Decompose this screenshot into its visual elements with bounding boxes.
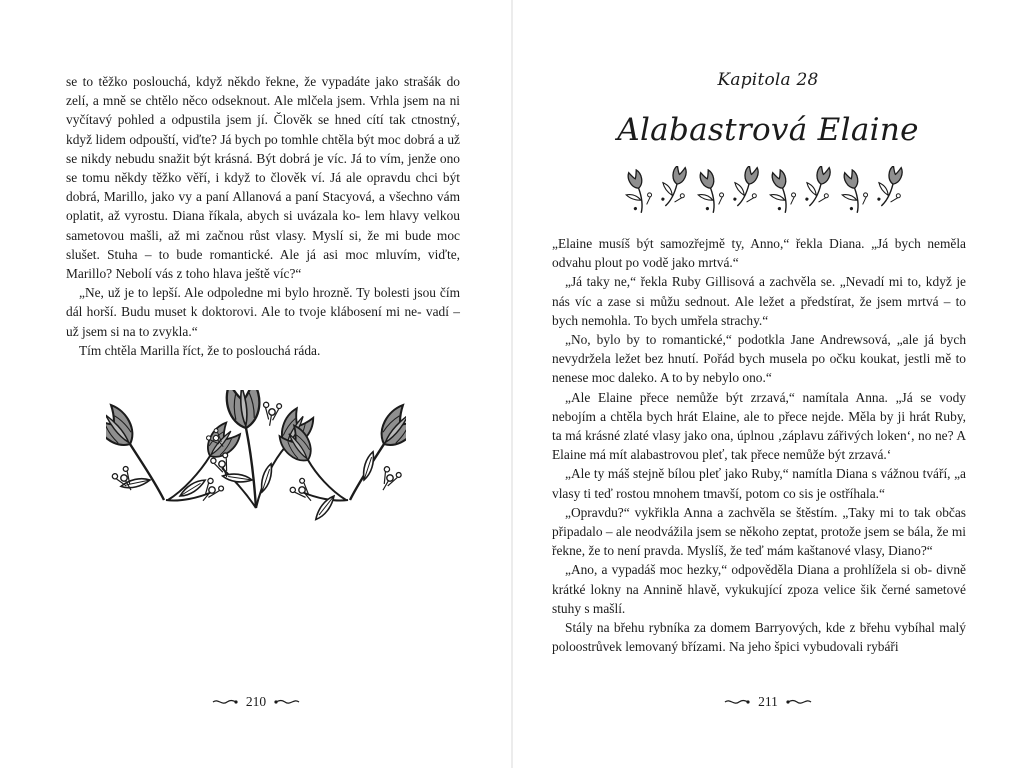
paragraph bbox=[552, 464, 966, 502]
text-line: čím dál horší. Budu muset k doktorovi. Ale to tvoje klábosení mi ne- bbox=[66, 285, 460, 320]
text-line: jestli mě to nenese moc daleko. A to by nebylo ono.“ bbox=[552, 351, 966, 386]
text-line: lem hlavy velkou sametovou mašli, až mi začnou růst vlasy. Myslí si, bbox=[66, 208, 460, 243]
text-line: „Ale Elaine přece nemůže být zrzavá,“ namítala Anna. „Já se vody bbox=[565, 389, 966, 405]
paragraph bbox=[552, 272, 966, 330]
paragraph bbox=[552, 503, 966, 561]
paragraph bbox=[66, 283, 460, 341]
text-line: chci být dobrá, Marillo, jako vy a paní Allanová a paní Stacyová, bbox=[66, 170, 460, 205]
paragraph bbox=[66, 72, 460, 283]
text-line: se bála, že mi řekne, že to není pravda. Myslíš, že teď mám kaštanové bbox=[552, 524, 966, 559]
tulip-bouquet-illustration bbox=[106, 390, 406, 530]
text-line: „Ano, a vypadáš moc hezky,“ odpověděla Diana a prohlížela si ob- bbox=[565, 562, 933, 578]
text-line: „Ne, už je to lepší. Ale odpoledne mi bylo hrozně. Ty bolesti jsou bbox=[79, 285, 436, 301]
text-line: ni vyčítavý pohled a odpustila jsem jí. Člověk se hned cítí tak ctnostný, bbox=[66, 93, 460, 128]
text-line: když je nás víc a zase si můžu sednout. Ale ležet a předstírat, že jsem bbox=[552, 274, 966, 309]
text-line: bych nevydržela ležet bez hnutí. Pořád bych musela po očku koukat, bbox=[552, 332, 967, 367]
text-line: vlasy, Diano?“ bbox=[854, 543, 933, 559]
text-line: mrtvá – to bych nemohla. To bych umřela strachy.“ bbox=[552, 293, 967, 328]
text-line: Stály na břehu rybníka za domem Barryových, kde z břehu vybíhal bbox=[565, 620, 935, 636]
chapter-title: Alabastrová Elaine bbox=[617, 112, 919, 148]
flourish-icon bbox=[724, 697, 750, 707]
text-line: občas připadalo – ale neodvážila jsem se někoho zeptat, protože jsem bbox=[552, 504, 966, 540]
text-line: nebojím a chtěla bych hrát Elaine, ale to přece nejde. Měla by ji hrát bbox=[552, 408, 931, 424]
text-line: „Elaine musíš být samozřejmě ty, Anno,“ řekla Diana. „Já bych neměla bbox=[552, 236, 966, 251]
text-line: „No, bylo by to romantické,“ podotkla Jane Andrewsová, „ale já bbox=[565, 332, 934, 348]
right-page-text bbox=[552, 234, 966, 656]
text-line: Ruby, ta má krásné zlaté vlasy jako ona, úplnou ‚záplavu zářivých bbox=[552, 408, 966, 444]
text-line: a všechno vám oplatit, až vyrostu. Diana říkala, abych si uvázala ko- bbox=[66, 189, 460, 224]
paragraph bbox=[552, 330, 966, 388]
chapter-label: Kapitola 28 bbox=[717, 70, 819, 90]
paragraph bbox=[552, 234, 966, 272]
text-line: když lidem odpouští, viďte? Já bych po tomhle chtěla být moc dobrá bbox=[66, 131, 435, 147]
text-line: „Ale ty máš stejně bílou pleť jako Ruby,“ namítla Diana s vážnou bbox=[565, 466, 920, 482]
text-line: se to těžko poslouchá, když někdo řekne, že vypadáte jako strašák do bbox=[66, 74, 460, 89]
flower-border-row bbox=[620, 166, 916, 214]
text-line: „Já taky ne,“ řekla Ruby Gillisová a zachvěla se. „Nevadí mi to, bbox=[565, 274, 922, 290]
flourish-icon bbox=[212, 697, 238, 707]
left-page-text bbox=[66, 72, 460, 360]
paragraph bbox=[66, 341, 460, 360]
text-line: a už se nikdy nebudu snažit být krásná. Být dobrá je víc. Já to vím, bbox=[66, 131, 460, 166]
paragraph bbox=[552, 618, 966, 656]
text-line: malý poloostrůvek lemovaný břízami. Na jeho špici vybudovali rybáři bbox=[552, 620, 966, 655]
text-line: sametové stuhy s mašlí. bbox=[552, 581, 966, 616]
text-line: tváří, „a vlasy ti teď rostou mnohem tmavší, potom co sis je ostříhala.“ bbox=[552, 466, 966, 501]
left-folio bbox=[0, 694, 512, 710]
flourish-icon bbox=[786, 697, 812, 707]
page-number: 210 bbox=[245, 694, 267, 709]
text-line: Tím chtěla Marilla říct, že to poslouchá ráda. bbox=[79, 342, 321, 358]
right-page bbox=[512, 0, 1024, 768]
paragraph bbox=[552, 388, 966, 465]
text-line: odvahu plout po vodě jako mrtvá.“ bbox=[552, 255, 739, 271]
page-number: 211 bbox=[758, 694, 778, 709]
text-line: jenže ono se tomu někdy těžko věří, i když to člověk ví. Já ale opravdu bbox=[66, 150, 461, 186]
text-line: vadí – už jsem si na to zvykla.“ bbox=[66, 304, 460, 339]
text-line: mluvím, viďte, Marillo? Nebolí vás z toho hlava ještě víc?“ bbox=[66, 246, 460, 282]
text-line: zelí, a mně se chtělo něco odseknout. Ale mlčela jsem. Vrhla jsem na bbox=[66, 93, 446, 109]
text-line: „Opravdu?“ vykřikla Anna a zachvěla se štěstím. „Taky mi to tak bbox=[565, 504, 931, 520]
text-line: loken‘, no ne? A Elaine má mít alabastrovou pleť, tak přece nemůže bbox=[552, 428, 966, 463]
paragraph bbox=[552, 560, 966, 618]
flourish-icon bbox=[274, 697, 300, 707]
text-line: být zrzavá.‘ bbox=[828, 447, 892, 463]
text-line: že mi bude moc slušet. Stuha – to bude romantické. Ale já asi moc bbox=[66, 227, 460, 262]
right-folio bbox=[512, 694, 1024, 710]
text-line: divně krátké lokny na Annině hlavě, vykukující zpoza velice šik černé bbox=[552, 562, 966, 597]
